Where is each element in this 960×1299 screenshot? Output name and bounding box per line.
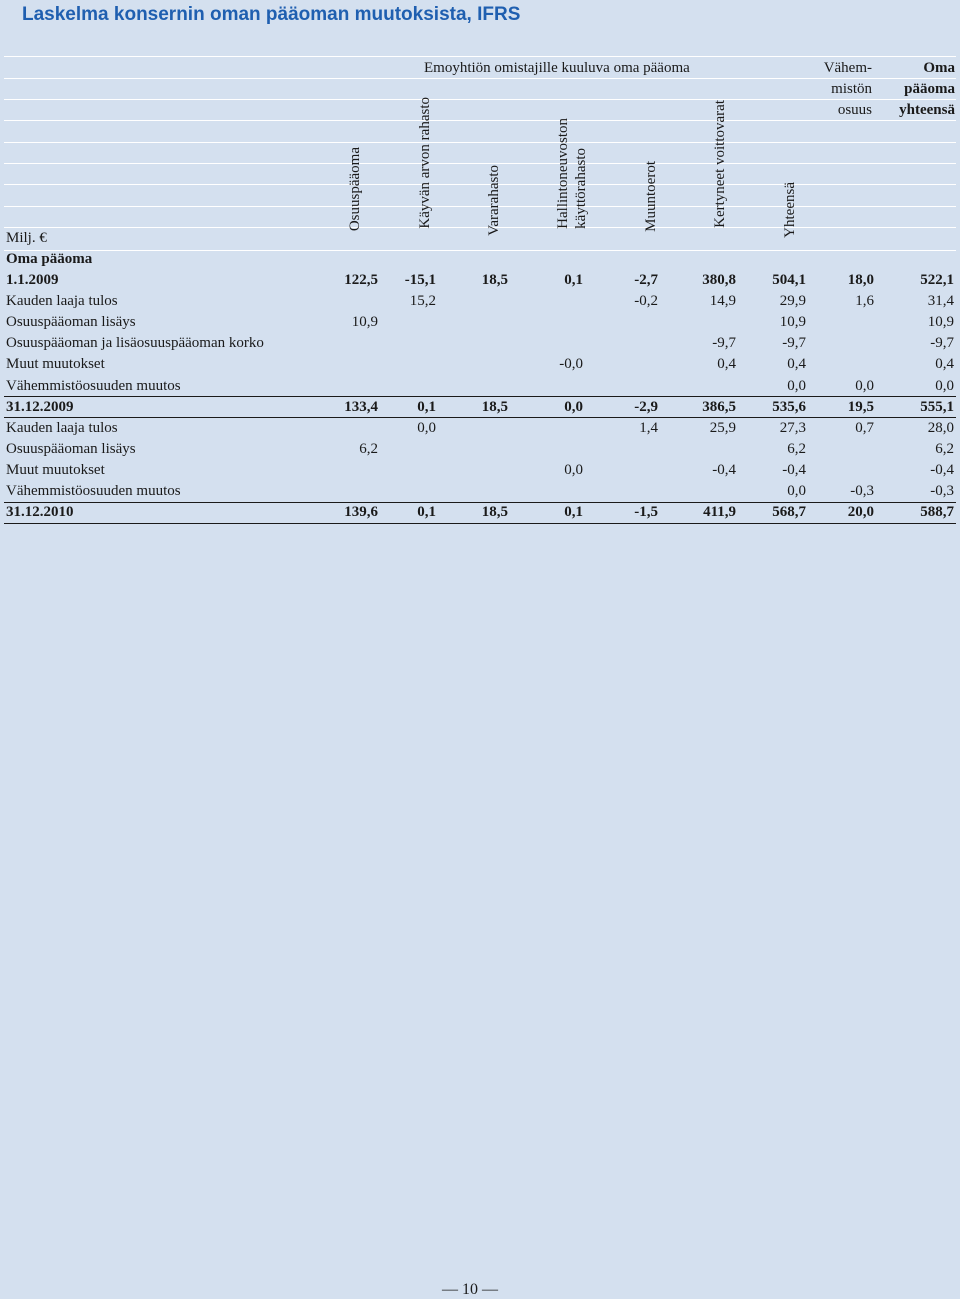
cell-total: 504,1 xyxy=(772,272,806,288)
row-label: Osuuspääoman lisäys xyxy=(6,314,136,331)
total-equity-header-line-3: yhteensä xyxy=(899,102,955,118)
cell-total-equity: 0,4 xyxy=(935,356,954,373)
row-label: Muut muutokset xyxy=(6,461,105,478)
cell-retained-earnings: 386,5 xyxy=(702,398,736,415)
cell-reserve-fund: 18,5 xyxy=(481,504,508,521)
row-label: 31.12.2009 xyxy=(6,398,74,415)
total-equity-header-line-2: pääoma xyxy=(904,81,955,97)
column-header-supervisory-board-fund-line-2: käyttörahasto xyxy=(573,148,589,229)
cell-total-equity: -0,3 xyxy=(930,483,954,499)
total-row-rule xyxy=(4,502,956,503)
column-header-fair-value-reserve: Käyvän arvon rahasto xyxy=(417,97,433,229)
header-rule xyxy=(4,142,956,143)
row-label: Kauden laaja tulos xyxy=(6,293,118,310)
cell-total-equity: -0,4 xyxy=(930,461,954,478)
cell-total-equity: 10,9 xyxy=(927,314,954,331)
cell-minority-interest: 18,0 xyxy=(847,272,874,288)
cell-minority-interest: 0,7 xyxy=(855,419,874,436)
row-label: Kauden laaja tulos xyxy=(6,419,118,436)
column-header-translation-differences: Muuntoerot xyxy=(643,161,659,232)
header-rule xyxy=(4,99,956,100)
row-label: Osuuspääoman lisäys xyxy=(6,440,136,457)
cell-total-equity: 555,1 xyxy=(920,398,954,415)
cell-share-capital: 122,5 xyxy=(344,272,378,288)
minority-header-line-2: mistön xyxy=(831,81,872,97)
cell-supervisory-board-fund: 0,1 xyxy=(564,272,583,288)
cell-reserve-fund: 18,5 xyxy=(481,398,508,415)
column-header-retained-earnings: Kertyneet voittovarat xyxy=(712,100,728,228)
cell-total: 0,0 xyxy=(787,483,806,499)
cell-total-equity: 31,4 xyxy=(927,293,954,310)
cell-share-capital: 10,9 xyxy=(351,314,378,331)
row-label: 1.1.2009 xyxy=(6,272,59,288)
cell-total-equity: 522,1 xyxy=(920,272,954,288)
header-rule xyxy=(4,184,956,185)
cell-fair-value-reserve: 15,2 xyxy=(409,293,436,310)
row-label: Muut muutokset xyxy=(6,356,105,373)
cell-total: 29,9 xyxy=(779,293,806,310)
cell-total-equity: 0,0 xyxy=(935,377,954,394)
equity-group-header: Emoyhtiön omistajille kuuluva oma pääoma xyxy=(424,60,690,76)
cell-minority-interest: 20,0 xyxy=(847,504,874,521)
cell-total: 0,4 xyxy=(787,356,806,373)
cell-share-capital: 6,2 xyxy=(359,440,378,457)
column-header-supervisory-board-fund-line-1: Hallintoneuvoston xyxy=(555,118,571,229)
cell-total: 535,6 xyxy=(772,398,806,415)
cell-minority-interest: -0,3 xyxy=(850,483,874,499)
header-rule xyxy=(4,56,956,57)
cell-retained-earnings: 0,4 xyxy=(717,356,736,373)
cell-total: 0,0 xyxy=(787,377,806,394)
cell-retained-earnings: -0,4 xyxy=(712,461,736,478)
header-bottom-rule xyxy=(4,250,956,251)
cell-retained-earnings: 25,9 xyxy=(709,419,736,436)
total-equity-header-line-1: Oma xyxy=(923,60,955,76)
cell-share-capital: 139,6 xyxy=(344,504,378,521)
cell-minority-interest: 0,0 xyxy=(855,377,874,394)
section-label: Oma pääoma xyxy=(6,251,93,267)
cell-fair-value-reserve: -15,1 xyxy=(404,272,436,288)
cell-reserve-fund: 18,5 xyxy=(481,272,508,288)
cell-total: 27,3 xyxy=(779,419,806,436)
cell-fair-value-reserve: 0,0 xyxy=(417,419,436,436)
cell-share-capital: 133,4 xyxy=(344,398,378,415)
column-header-reserve-fund: Vararahasto xyxy=(486,165,502,236)
cell-supervisory-board-fund: -0,0 xyxy=(559,356,583,373)
cell-retained-earnings: -9,7 xyxy=(712,335,736,352)
header-rule xyxy=(4,206,956,207)
cell-minority-interest: 1,6 xyxy=(855,293,874,310)
cell-total: 10,9 xyxy=(779,314,806,331)
header-rule xyxy=(4,163,956,164)
row-label: Vähemmistöosuuden muutos xyxy=(6,377,181,394)
column-header-total: Yhteensä xyxy=(782,182,798,238)
page-number: — 10 — xyxy=(442,1281,498,1298)
cell-supervisory-board-fund: 0,1 xyxy=(564,504,583,521)
cell-total: -9,7 xyxy=(782,335,806,352)
total-row-rule xyxy=(4,396,956,397)
cell-total-equity: 28,0 xyxy=(927,419,954,436)
minority-header-line-1: Vähem- xyxy=(823,60,872,76)
cell-total-equity: -9,7 xyxy=(930,335,954,352)
total-row-rule xyxy=(4,523,956,524)
cell-total: -0,4 xyxy=(782,461,806,478)
cell-supervisory-board-fund: 0,0 xyxy=(564,398,583,415)
cell-retained-earnings: 411,9 xyxy=(703,504,736,521)
cell-fair-value-reserve: 0,1 xyxy=(417,504,436,521)
page-title: Laskelma konsernin oman pääoman muutoksista, IFRS xyxy=(22,4,521,25)
cell-total: 6,2 xyxy=(787,440,806,457)
cell-total-equity: 588,7 xyxy=(920,504,954,521)
header-rule xyxy=(4,227,956,228)
header-rule xyxy=(4,120,956,121)
cell-translation-differences: 1,4 xyxy=(639,419,658,436)
column-header-share-capital: Osuuspääoma xyxy=(347,147,363,232)
cell-fair-value-reserve: 0,1 xyxy=(417,398,436,415)
header-rule xyxy=(4,78,956,79)
row-label: Osuuspääoman ja lisäosuuspääoman korko xyxy=(6,335,264,352)
cell-translation-differences: -2,7 xyxy=(634,272,658,288)
cell-retained-earnings: 14,9 xyxy=(709,293,736,310)
cell-supervisory-board-fund: 0,0 xyxy=(564,461,583,478)
cell-translation-differences: -0,2 xyxy=(634,293,658,310)
cell-translation-differences: -1,5 xyxy=(634,504,658,521)
cell-total: 568,7 xyxy=(772,504,806,521)
cell-total-equity: 6,2 xyxy=(935,440,954,457)
row-label: Vähemmistöosuuden muutos xyxy=(6,483,181,499)
minority-header-line-3: osuus xyxy=(837,102,872,118)
row-label: 31.12.2010 xyxy=(6,504,74,521)
cell-translation-differences: -2,9 xyxy=(634,398,658,415)
total-row-rule xyxy=(4,417,956,418)
cell-retained-earnings: 380,8 xyxy=(702,272,736,288)
cell-minority-interest: 19,5 xyxy=(847,398,874,415)
unit-label: Milj. € xyxy=(6,230,47,246)
